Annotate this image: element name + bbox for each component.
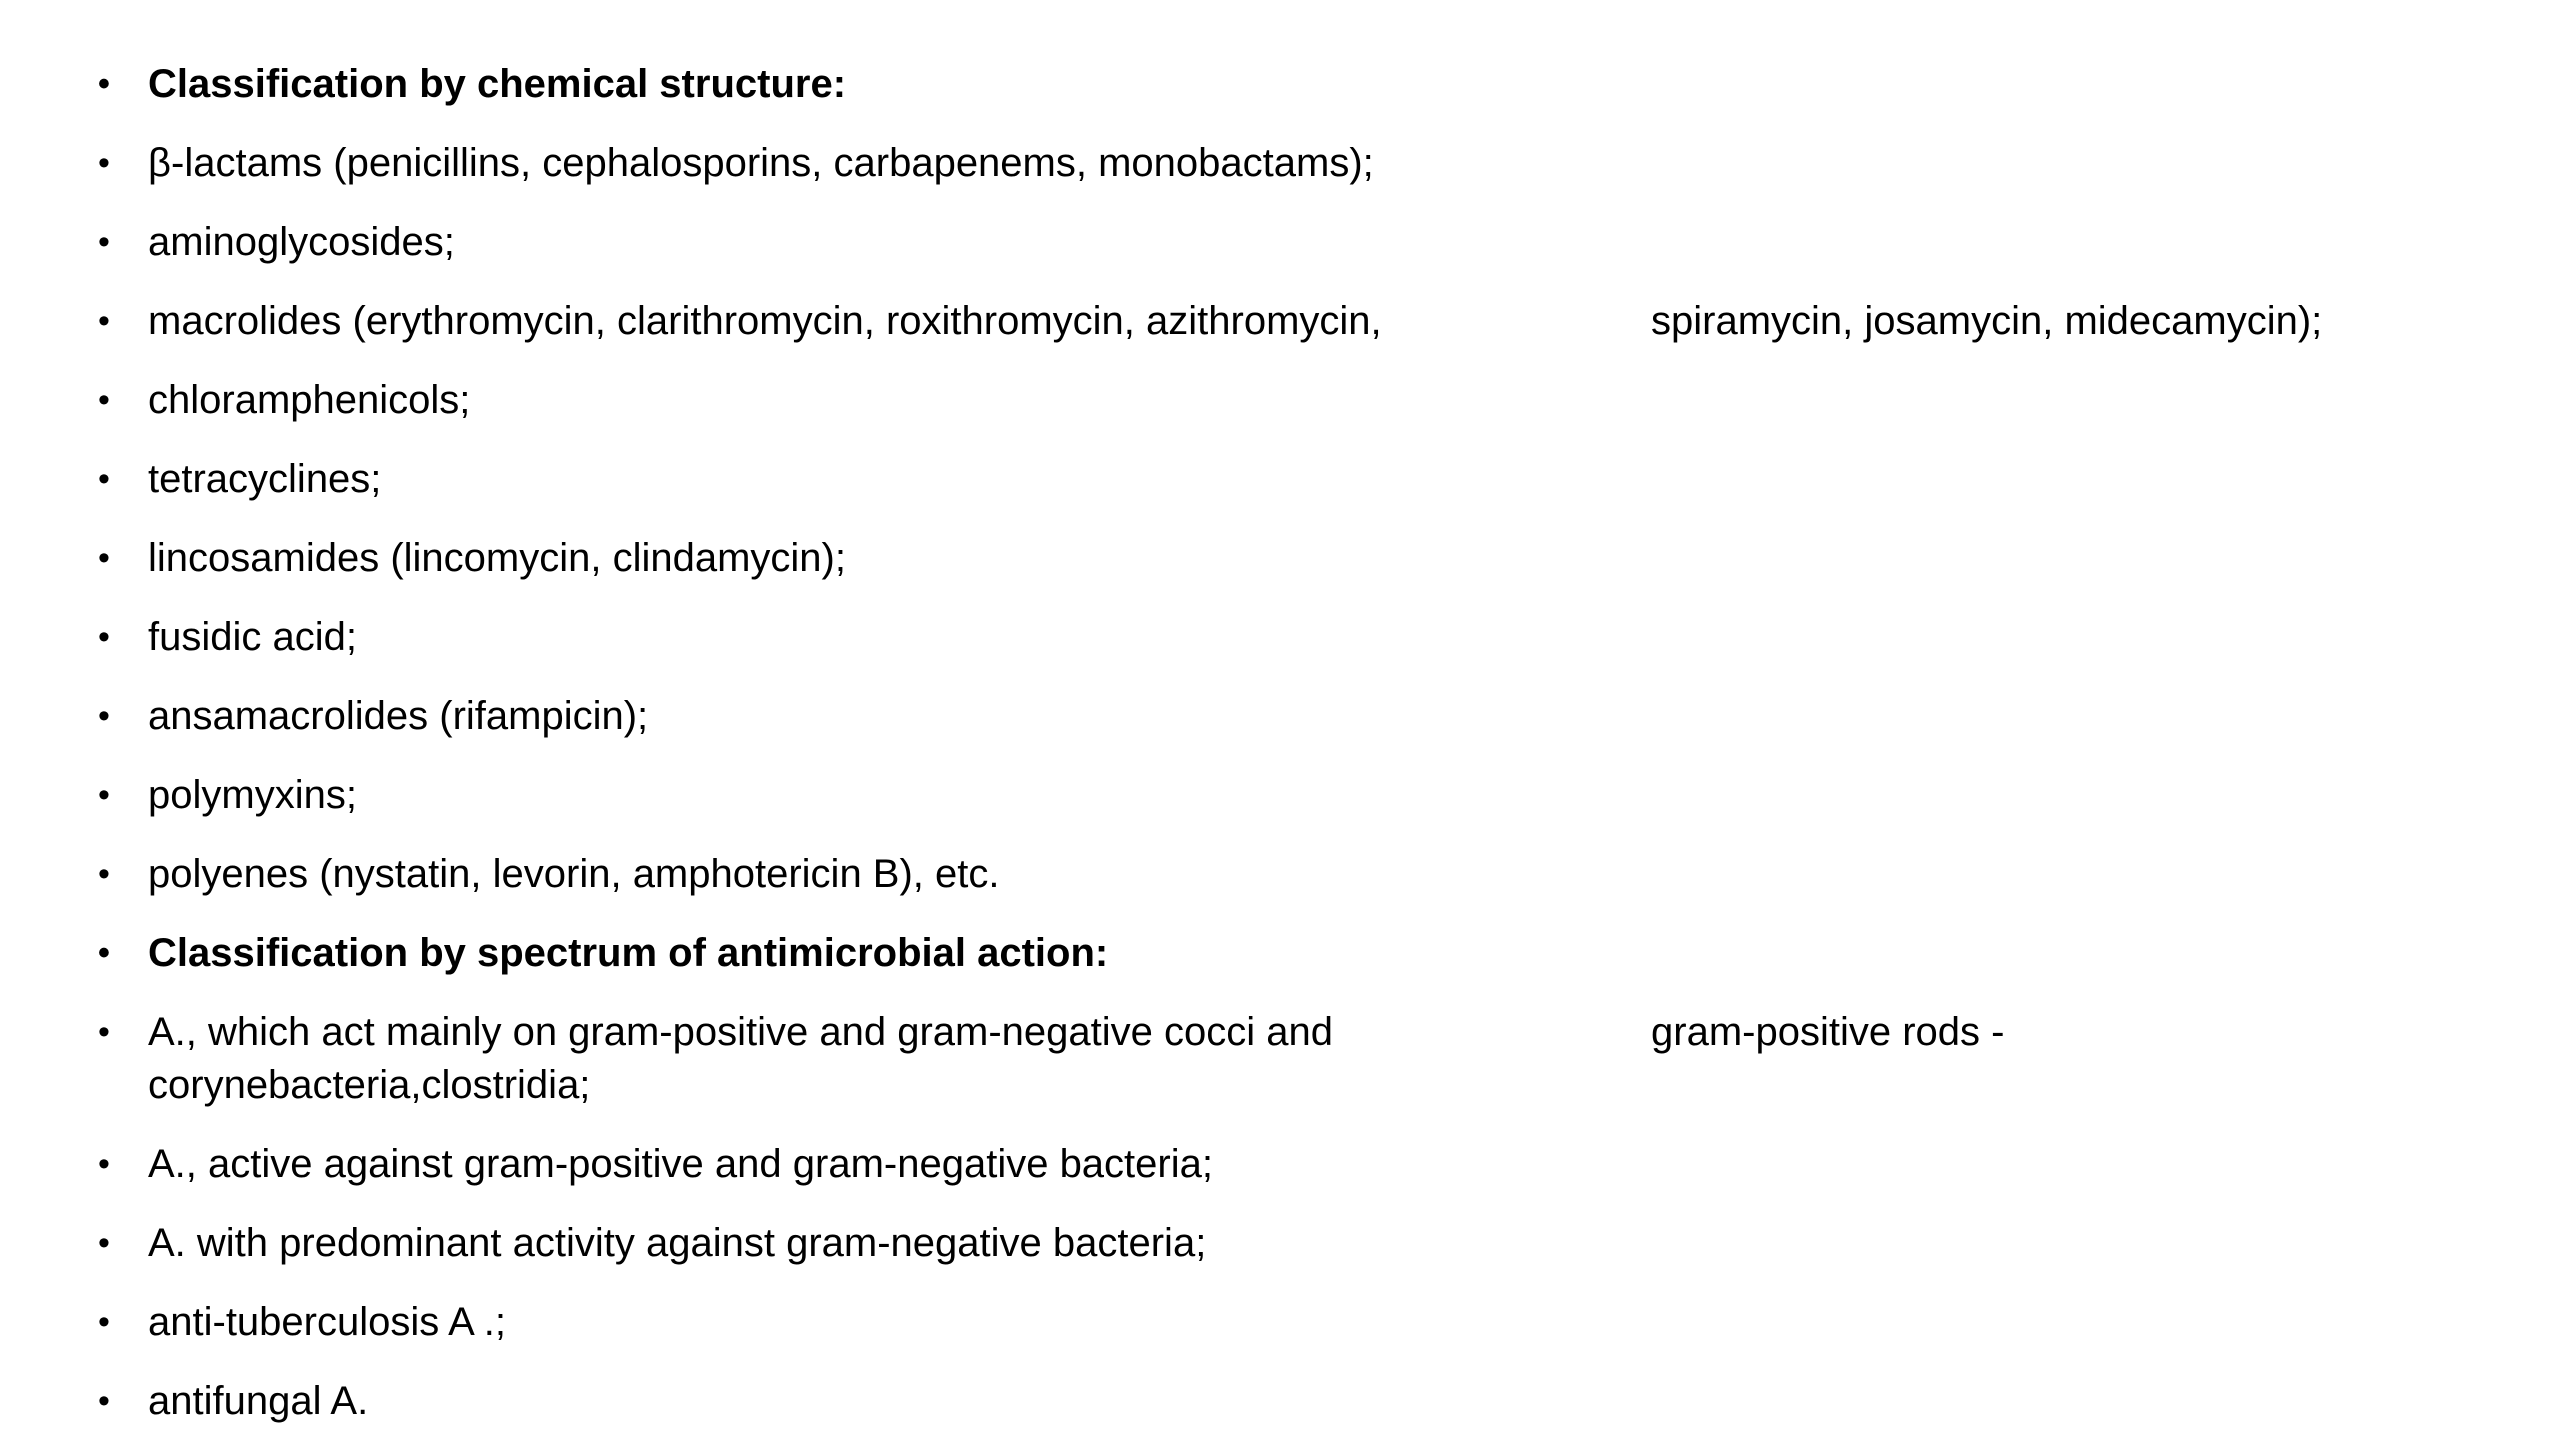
list-item bbox=[98, 1375, 2488, 1428]
item-text: polyenes (nystatin, levorin, amphotericin B), etc. bbox=[148, 852, 1000, 896]
list-item bbox=[98, 927, 2488, 980]
bullet-list bbox=[98, 58, 2488, 1454]
list-item bbox=[98, 295, 2488, 348]
list-item bbox=[98, 848, 2488, 901]
item-text: aminoglycosides; bbox=[148, 220, 455, 264]
list-item bbox=[98, 1138, 2488, 1191]
list-item bbox=[98, 1006, 2488, 1112]
item-text: chloramphenicols; bbox=[148, 378, 471, 422]
item-text-continued: spiramycin, josamycin, midecamycin); bbox=[1651, 299, 2323, 343]
heading-spectrum: Classification by spectrum of antimicrobial action: bbox=[148, 931, 1109, 975]
heading-chemical-structure: Classification by chemical structure: bbox=[148, 62, 847, 106]
bullet-icon: • bbox=[98, 1224, 110, 1262]
bullet-icon: • bbox=[98, 1382, 110, 1420]
list-item bbox=[98, 1296, 2488, 1349]
list-item bbox=[98, 453, 2488, 506]
item-text-wrapped: corynebacteria,clostridia; bbox=[148, 1063, 591, 1107]
item-text: tetracyclines; bbox=[148, 457, 382, 501]
bullet-icon: • bbox=[98, 460, 110, 498]
bullet-icon: • bbox=[98, 65, 110, 103]
list-item bbox=[98, 216, 2488, 269]
item-text: A., active against gram-positive and gram-negative bacteria; bbox=[148, 1142, 1213, 1186]
bullet-icon: • bbox=[98, 934, 110, 972]
item-text-continued: gram-positive rods - bbox=[1651, 1010, 2005, 1054]
bullet-icon: • bbox=[98, 855, 110, 893]
bullet-icon: • bbox=[98, 381, 110, 419]
item-text: A., which act mainly on gram-positive and gram-negative cocci and bbox=[148, 1010, 1333, 1054]
bullet-icon: • bbox=[98, 618, 110, 656]
bullet-icon: • bbox=[98, 697, 110, 735]
bullet-icon: • bbox=[98, 1145, 110, 1183]
list-item bbox=[98, 769, 2488, 822]
list-item bbox=[98, 137, 2488, 190]
item-text: polymyxins; bbox=[148, 773, 357, 817]
list-item bbox=[98, 532, 2488, 585]
item-text: anti-tuberculosis A .; bbox=[148, 1300, 506, 1344]
bullet-icon: • bbox=[98, 539, 110, 577]
bullet-icon: • bbox=[98, 776, 110, 814]
bullet-icon: • bbox=[98, 1303, 110, 1341]
bullet-icon: • bbox=[98, 223, 110, 261]
item-text: A. with predominant activity against gram-negative bacteria; bbox=[148, 1221, 1207, 1265]
bullet-icon: • bbox=[98, 144, 110, 182]
list-item bbox=[98, 690, 2488, 743]
list-item bbox=[98, 374, 2488, 427]
list-item bbox=[98, 58, 2488, 111]
item-text: lincosamides (lincomycin, clindamycin); bbox=[148, 536, 846, 580]
item-text: macrolides (erythromycin, clarithromycin, roxithromycin, azithromycin, bbox=[148, 299, 1382, 343]
bullet-icon: • bbox=[98, 1013, 110, 1051]
item-text: β-lactams (penicillins, cephalosporins, carbapenems, monobactams); bbox=[148, 141, 1374, 185]
item-text: antifungal A. bbox=[148, 1379, 369, 1423]
list-item bbox=[98, 611, 2488, 664]
list-item bbox=[98, 1217, 2488, 1270]
item-text: fusidic acid; bbox=[148, 615, 357, 659]
bullet-icon: • bbox=[98, 302, 110, 340]
item-text: ansamacrolides (rifampicin); bbox=[148, 694, 649, 738]
